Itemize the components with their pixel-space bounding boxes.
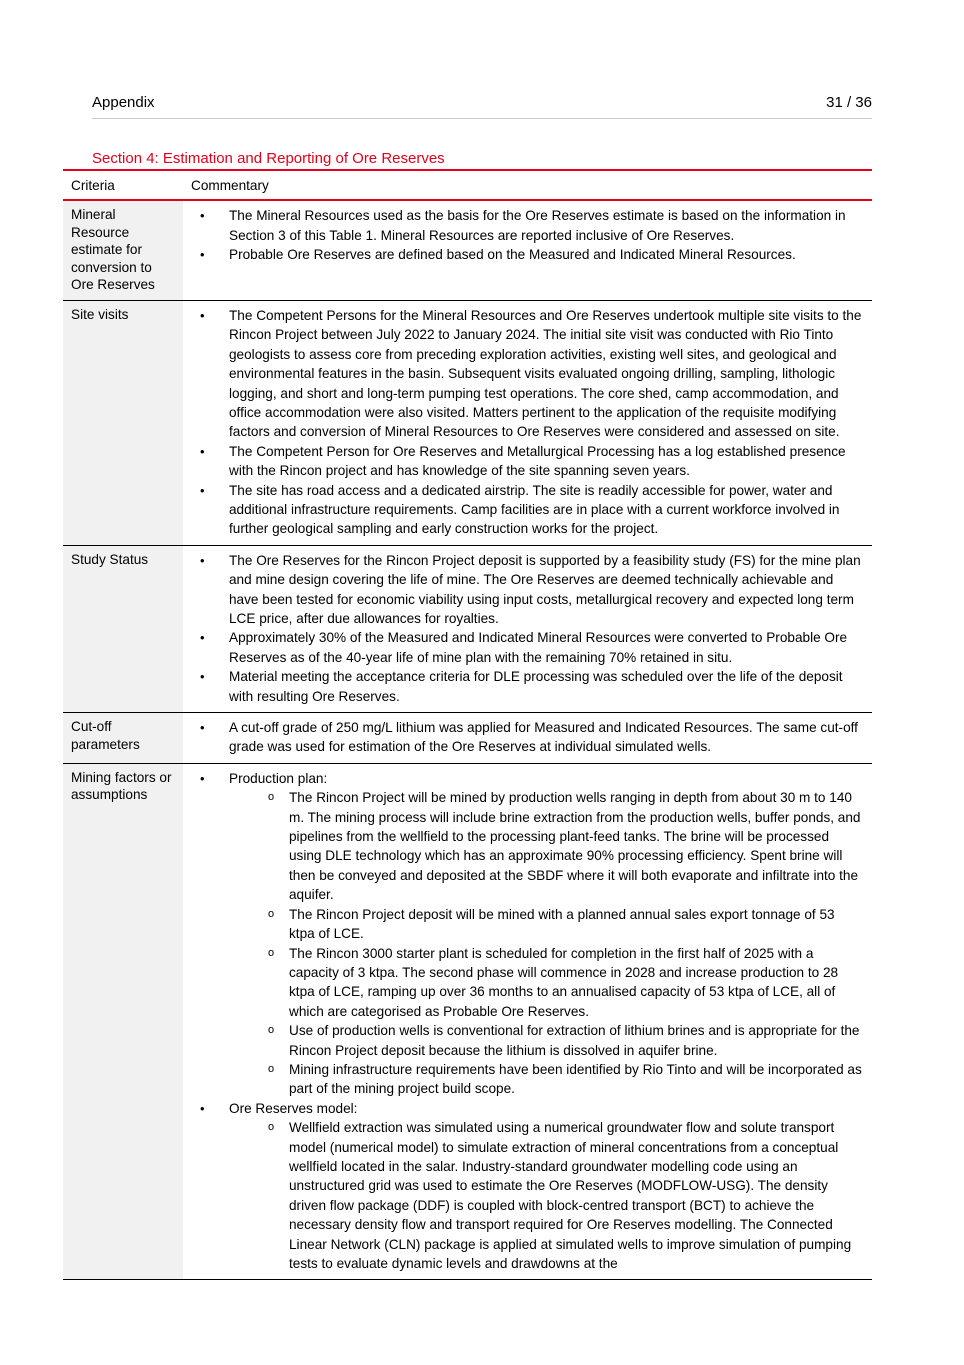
page-header — [92, 92, 872, 119]
table-row — [63, 545, 872, 712]
list-item: • A cut-off grade of 250 mg/L lithium was applied for Measured and Indicated Resources. The same cut-off grade was used for estimation of the Ore Reserves at individual simulated wells. — [191, 718, 864, 757]
criteria-cell: Site visits — [63, 300, 183, 545]
sub-list-item: o Mining infrastructure requirements have been identified by Rio Tinto and will be incorporated as part of the mining project build scope. — [229, 1060, 864, 1099]
table-row — [63, 763, 872, 1280]
criteria-cell: Mineral Resource estimate for conversion to Ore Reserves — [63, 200, 183, 300]
ore-reserves-table — [63, 169, 872, 1280]
list-item: • Approximately 30% of the Measured and Indicated Mineral Resources were converted to Probable Ore Reserves as of the 40-year life of mine plan with the remaining 70% retained in situ. — [191, 628, 864, 667]
table-header-row — [63, 170, 872, 200]
table-row — [63, 713, 872, 764]
header-appendix: Appendix — [92, 94, 155, 111]
reserves-model-heading: Ore Reserves model: — [229, 1100, 358, 1116]
commentary-cell — [183, 545, 872, 712]
commentary-cell — [183, 763, 872, 1280]
criteria-cell: Study Status — [63, 545, 183, 712]
table-row — [63, 200, 872, 300]
list-item: • The Ore Reserves for the Rincon Project deposit is supported by a feasibility study (FS) for the mine plan and mine design covering the life of mine. The Ore Reserves are deemed technically achievable and have been tested for economic viability using input costs, metallurgical recovery and expected long term LCE price, after due allowances for royalties. — [191, 551, 864, 629]
list-item: • Material meeting the acceptance criteria for DLE processing was scheduled over the life of the deposit with resulting Ore Reserves. — [191, 667, 864, 706]
list-item — [191, 769, 864, 1099]
list-item: • The Mineral Resources used as the basis for the Ore Reserves estimate is based on the information in Section 3 of this Table 1. Mineral Resources are reported inclusive of Ore Reserves. — [191, 206, 864, 245]
list-item: • The site has road access and a dedicated airstrip. The site is readily accessible for power, water and additional infrastructure requirements. Camp facilities are in place with a current workforce involved in further geological sampling and early construction works for the project. — [191, 481, 864, 539]
column-header-criteria: Criteria — [63, 170, 183, 200]
list-item: • The Competent Persons for the Mineral Resources and Ore Reserves undertook multiple site visits to the Rincon Project between July 2022 to January 2024. The initial site visit was conducted with Rio Tinto geologists to assess core from preceding exploration activities, existing well sites, and geological and environmental features in the basin. Subsequent visits evaluated ongoing drilling, sampling, lithologic logging, and short and long-term pumping test operations. The core shed, camp accommodation, and office accommodation were also visited. Matters pertinent to the application of the requisite modifying factors and conversion of Mineral Resources to Ore Reserves were considered and assessed on site. — [191, 306, 864, 442]
sub-list-item: o Wellfield extraction was simulated using a numerical groundwater flow and solute transport model (numerical model) to simulate extraction of mineral concentrations from a conceptual wellfield located in the salar. Industry-standard groundwater modelling code using an unstructured grid was used to estimate the Ore Reserves (MODFLOW-USG). The density driven flow package (DDF) is coupled with block-centred transport (BCT) to achieve the necessary density flow and transport required for Ore Reserves modelling. The Connected Linear Network (CLN) package is applied at simulated wells to improve simulation of pumping tests to evaluate dynamic levels and drawdowns at the — [229, 1118, 864, 1273]
list-item: • The Competent Person for Ore Reserves and Metallurgical Processing has a log established presence with the Rincon project and has knowledge of the site spanning seven years. — [191, 442, 864, 481]
section-title: Section 4: Estimation and Reporting of Ore Reserves — [92, 150, 445, 167]
criteria-cell: Mining factors or assumptions — [63, 763, 183, 1280]
column-header-commentary: Commentary — [183, 170, 872, 200]
sub-list-item: o The Rincon Project deposit will be mined with a planned annual sales export tonnage of 53 ktpa of LCE. — [229, 905, 864, 944]
sub-list-item: o Use of production wells is conventional for extraction of lithium brines and is appropriate for the Rincon Project deposit because the lithium is dissolved in aquifer brine. — [229, 1021, 864, 1060]
page-number: 31 / 36 — [826, 94, 872, 111]
list-item — [191, 1099, 864, 1274]
sub-list-item: o The Rincon 3000 starter plant is scheduled for completion in the first half of 2025 with a capacity of 3 ktpa. The second phase will commence in 2028 and increase production to 28 ktpa of LCE, ramping up over 36 months to an annualised capacity of 53 ktpa of LCE, all of which are categorised as Probable Ore Reserves. — [229, 944, 864, 1022]
table-row — [63, 300, 872, 545]
commentary-cell — [183, 300, 872, 545]
sub-list-item: o The Rincon Project will be mined by production wells ranging in depth from about 30 m to 140 m. The mining process will include brine extraction from the production wells, buffer ponds, and pipelines from the wellfield to the processing plant-feed tanks. The brine will be processed using DLE technology which has an approximate 90% processing efficiency. Spent brine will then be conveyed and deposited at the SBDF where it will both evaporate and infiltrate into the aquifer. — [229, 788, 864, 904]
list-item: • Probable Ore Reserves are defined based on the Measured and Indicated Mineral Resources. — [191, 245, 864, 264]
commentary-cell — [183, 200, 872, 300]
commentary-cell — [183, 713, 872, 764]
criteria-cell: Cut-off parameters — [63, 713, 183, 764]
production-plan-heading: Production plan: — [229, 770, 328, 786]
